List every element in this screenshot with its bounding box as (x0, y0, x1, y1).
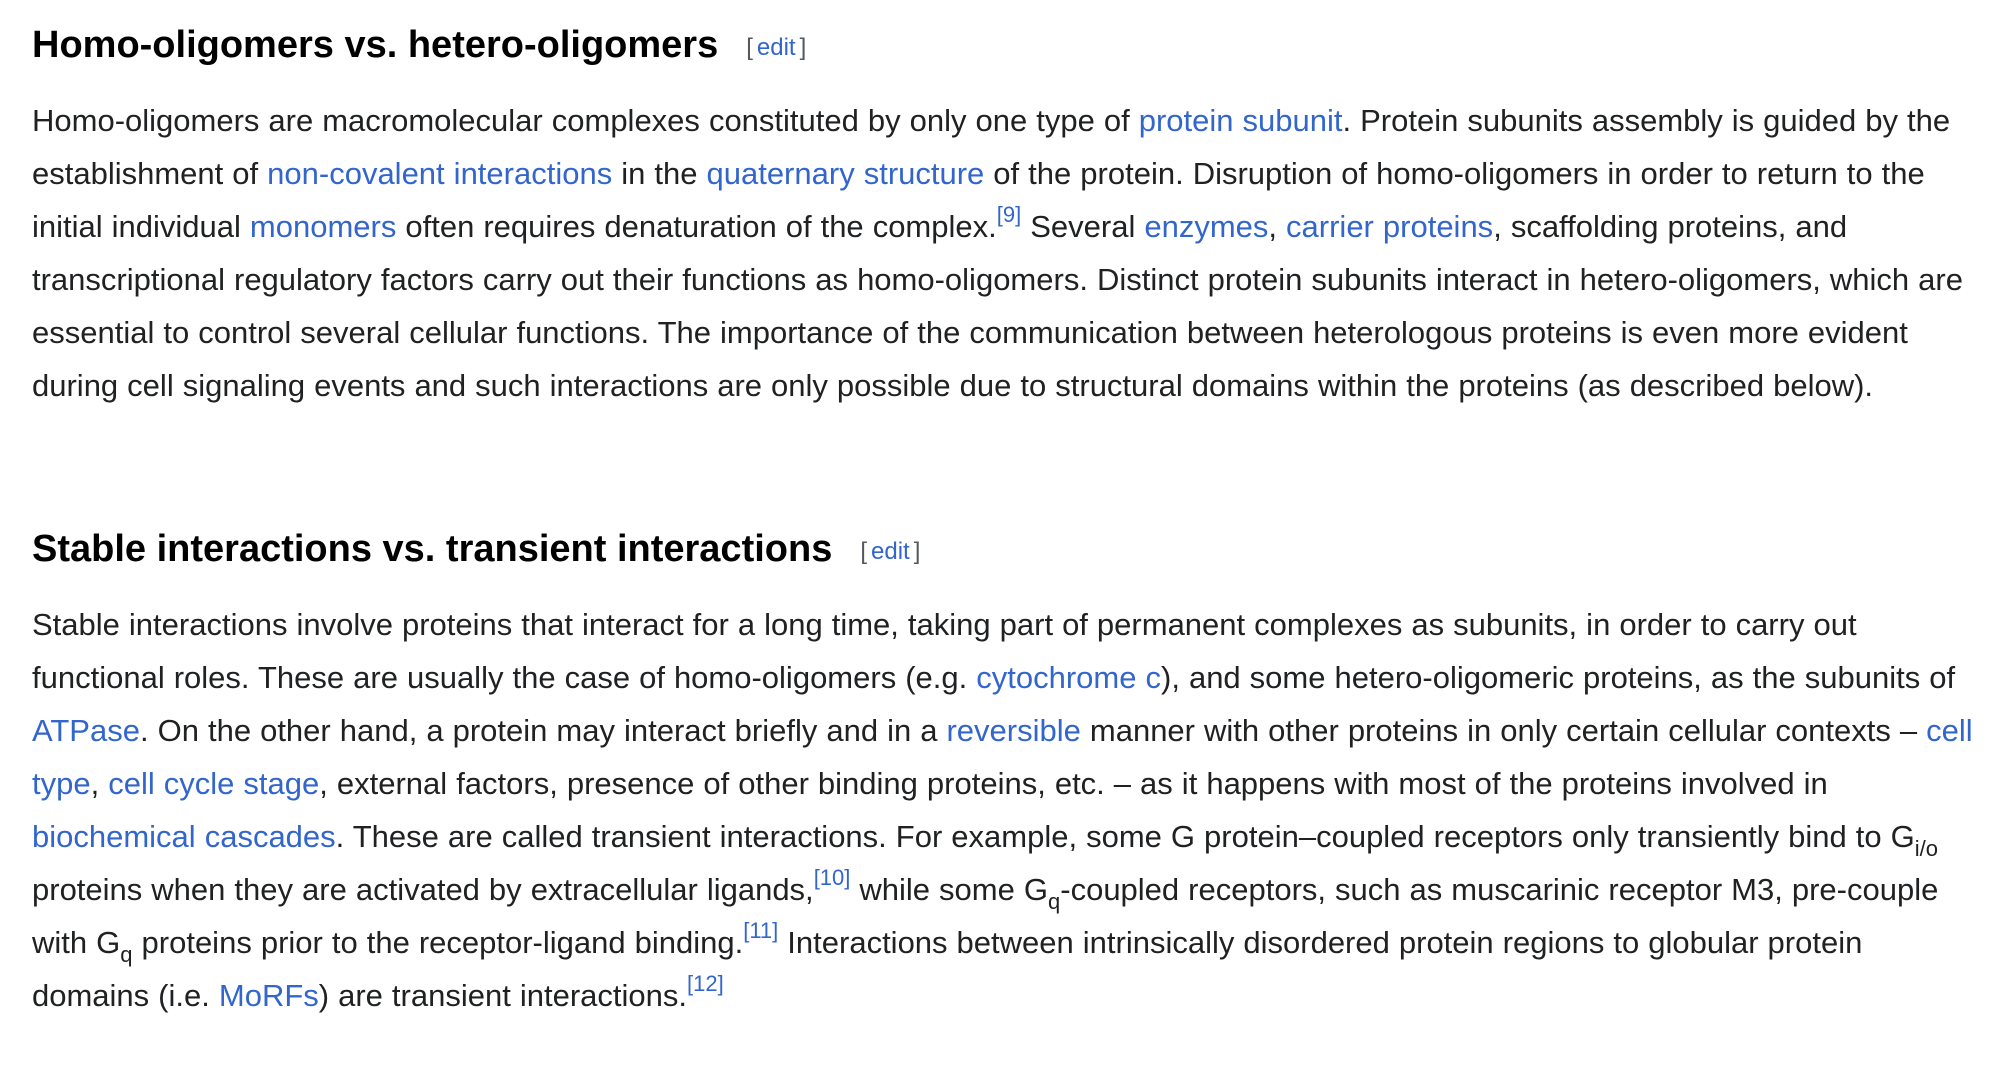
reference-link[interactable]: [9] (996, 202, 1022, 227)
link-biochemical-cascades[interactable]: biochemical cascades (32, 819, 336, 854)
reference-10 (814, 865, 851, 890)
reference-9 (997, 202, 1021, 227)
link-morfs[interactable]: MoRFs (218, 978, 319, 1013)
link-carrier-proteins[interactable]: carrier proteins (1286, 209, 1494, 244)
reference-12 (687, 971, 724, 996)
reference-link[interactable]: [10] (813, 865, 851, 890)
link-cell-cycle-stage[interactable]: cell cycle stage (108, 766, 320, 801)
link-cytochrome-c[interactable]: cytochrome c (976, 660, 1161, 695)
edit-link[interactable]: edit (871, 538, 910, 565)
subscript-q: q (120, 942, 133, 967)
link-protein-subunit[interactable]: protein subunit (1138, 103, 1343, 138)
paragraph-stable-interactions: Stable interactions involve proteins that interact for a long time, taking part of permanent complexes as subunits, in order to carry out functional roles. These are usually the case of homo-oligomers (e.g. cytochrome c), and some hetero-oligomeric proteins, as the subunits of ATPase. On the other hand, a protein may interact briefly and in a reversible manner with other proteins in only certain cellular contexts – cell type, cell cycle stage, external factors, presence of other binding proteins, etc. – as it happens with most of the proteins involved in biochemical cascades. These are called transient interactions. For example, some G protein–coupled receptors only transiently bind to $G_{i/o}$ proteins when they are activated by extracellular ligands,[10] while some $G_q$-coupled receptors, such as muscarinic receptor M3, pre-couple with $G_q$ proteins prior to the receptor-ligand binding.[11] Interactions between intrinsically disordered protein regions to globular protein domains (i.e. MoRFs) are transient interactions.[12] (32, 607, 1973, 1013)
edit-link[interactable]: edit (756, 34, 796, 61)
reference-link[interactable]: [12] (687, 971, 724, 996)
link-cell-type[interactable]: cell type (32, 713, 1973, 801)
edit-section: [ edit ] (746, 34, 807, 61)
link-enzymes[interactable]: enzymes (1144, 209, 1269, 244)
heading-text: Homo-oligomers vs. hetero-oligomers (32, 24, 719, 66)
heading-text: Stable interactions vs. transient interactions (32, 528, 833, 570)
link-non-covalent-interactions[interactable]: non-covalent interactions (267, 156, 613, 191)
reference-11 (743, 918, 778, 943)
paragraph-homo-oligomers: Homo-oligomers are macromolecular complexes constituted by only one type of protein subunit. Protein subunits assembly is guided by the establishment of non-covalent interactions in the quaternary structure of the protein. Disruption of homo-oligomers in order to return to the initial individual monomers often requires denaturation of the complex.[9] Several enzymes, carrier proteins, scaffolding proteins, and transcriptional regulatory factors carry out their functions as homo-oligomers. Distinct protein subunits interact in hetero-oligomers, which are essential to control several cellular functions. The importance of the communication between heterologous proteins is even more evident during cell signaling events and such interactions are only possible due to structural domains within the proteins (as described below). (32, 103, 1963, 403)
reference-link[interactable]: [11] (743, 918, 779, 943)
section-heading-stable-interactions (32, 526, 920, 575)
link-reversible[interactable]: reversible (946, 713, 1081, 748)
section-heading-homo-oligomers (32, 22, 806, 71)
link-monomers[interactable]: monomers (249, 209, 397, 244)
subscript-i-o: i/o (1914, 836, 1938, 861)
edit-section: [ edit ] (860, 538, 921, 565)
link-atpase[interactable]: ATPase (32, 713, 140, 748)
subscript-q: q (1048, 889, 1061, 914)
link-quaternary-structure[interactable]: quaternary structure (706, 156, 985, 191)
